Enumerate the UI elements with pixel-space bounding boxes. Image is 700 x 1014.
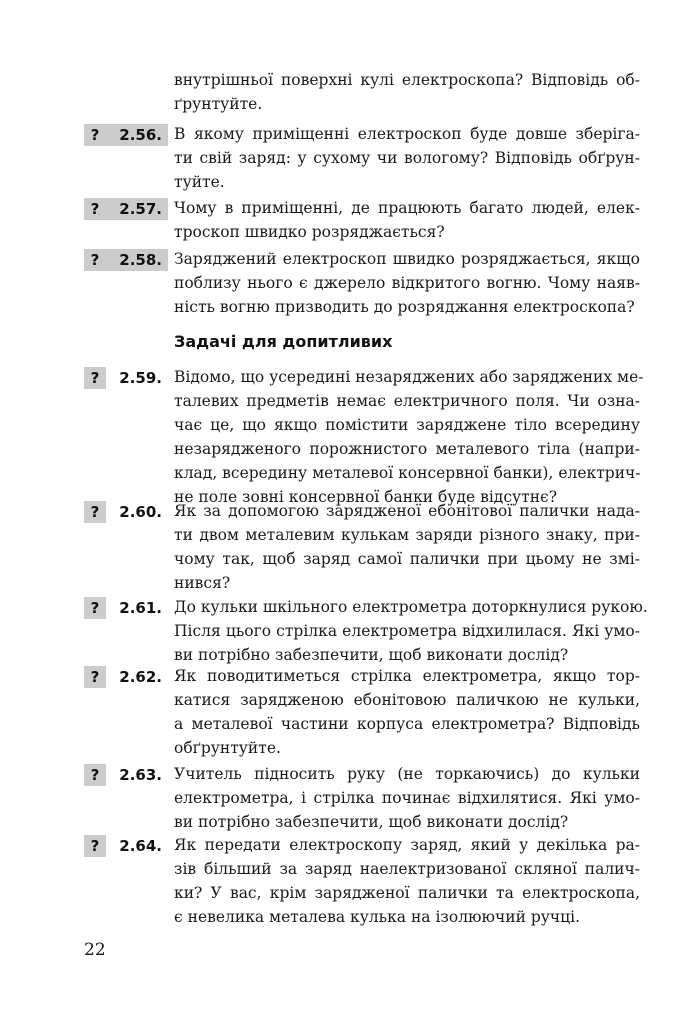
problem-number: 2.58. [106, 249, 168, 271]
section-heading: Задачі для допитливих [174, 332, 393, 351]
text-line: ви потрібно забезпечити, щоб виконати дослід? [174, 646, 569, 664]
problem-number: 2.63. [119, 766, 162, 784]
text-line: електрометра, і стрілка починає відхилятися. Які умо- [174, 789, 640, 807]
text-line: чає це, що якщо помістити заряджене тіло всередину [174, 416, 640, 434]
text-line: нився? [174, 574, 231, 592]
page-number: 22 [84, 940, 106, 960]
text-line: ви потрібно забезпечити, щоб виконати дослід? [174, 813, 569, 831]
text-line: а металевої частини корпуса електрометра? Відповідь [174, 715, 640, 733]
text-line: зів більший за заряд наелектризованої скляної палич- [174, 860, 640, 878]
text-line: ки? У вас, крім зарядженої палички та електроскопа, [174, 884, 640, 902]
text-line: обґрунтуйте. [174, 739, 281, 757]
text-line: ність вогню призводить до розряджання електроскопа? [174, 298, 635, 316]
problem-number: 2.61. [119, 599, 162, 617]
problem-number: 2.62. [119, 668, 162, 686]
problem-number: 2.60. [119, 503, 162, 521]
question-icon: ? [84, 501, 106, 523]
text-line: є невелика металева кулька на ізолюючий ручці. [174, 908, 581, 926]
text-line: Заряджений електроскоп швидко розряджається, якщо [174, 250, 640, 268]
question-icon: ? [84, 597, 106, 619]
text-line: ґрунтуйте. [174, 95, 263, 113]
question-icon: ? [84, 367, 106, 389]
question-icon: ? [84, 198, 106, 220]
question-icon: ? [84, 764, 106, 786]
problem-number: 2.57. [106, 198, 168, 220]
text-line: внутрішньої поверхні кулі електроскопа? Відповідь об- [174, 71, 640, 89]
text-line: троскоп швидко розряджається? [174, 223, 445, 241]
text-line: ти свій заряд: у сухому чи вологому? Відповідь обґрун- [174, 149, 640, 167]
text-line: Чому в приміщенні, де працюють багато людей, елек- [174, 199, 640, 217]
question-icon: ? [84, 835, 106, 857]
text-line: В якому приміщенні електроскоп буде довше зберіга- [174, 125, 640, 143]
text-line: До кульки шкільного електрометра доторкнулися рукою. [174, 598, 648, 616]
text-line: чому так, щоб заряд самої палички при цьому не змі- [174, 550, 640, 568]
text-line: катися зарядженою ебонітовою паличкою не кульки, [174, 691, 640, 709]
text-line: не поле зовні консервної банки буде відсутнє? [174, 488, 558, 506]
text-line: Після цього стрілка електрометра відхилилася. Які умо- [174, 622, 640, 640]
question-icon: ? [84, 249, 106, 271]
text-line: ти двом металевим кулькам заряди різного знаку, при- [174, 526, 640, 544]
problem-number: 2.59. [119, 369, 162, 387]
text-line: клад, всередину металевої консервної банки), електрич- [174, 464, 641, 482]
text-line: туйте. [174, 173, 225, 191]
text-line: незарядженого порожнистого металевого тіла (напри- [174, 440, 640, 458]
text-line: Як поводитиметься стрілка електрометра, якщо тор- [174, 667, 640, 685]
text-line: Відомо, що усередині незаряджених або заряджених ме- [174, 368, 644, 386]
text-line: Учитель підносить руку (не торкаючись) до кульки [174, 765, 640, 783]
problem-number: 2.64. [119, 837, 162, 855]
question-icon: ? [84, 666, 106, 688]
question-icon: ? [84, 124, 106, 146]
text-line: Як за допомогою зарядженої ебонітової палички нада- [174, 502, 640, 520]
text-line: поблизу нього є джерело відкритого вогню. Чому наяв- [174, 274, 640, 292]
text-line: Як передати електроскопу заряд, який у декілька ра- [174, 836, 640, 854]
problem-number: 2.56. [106, 124, 168, 146]
text-line: талевих предметів немає електричного поля. Чи озна- [174, 392, 640, 410]
